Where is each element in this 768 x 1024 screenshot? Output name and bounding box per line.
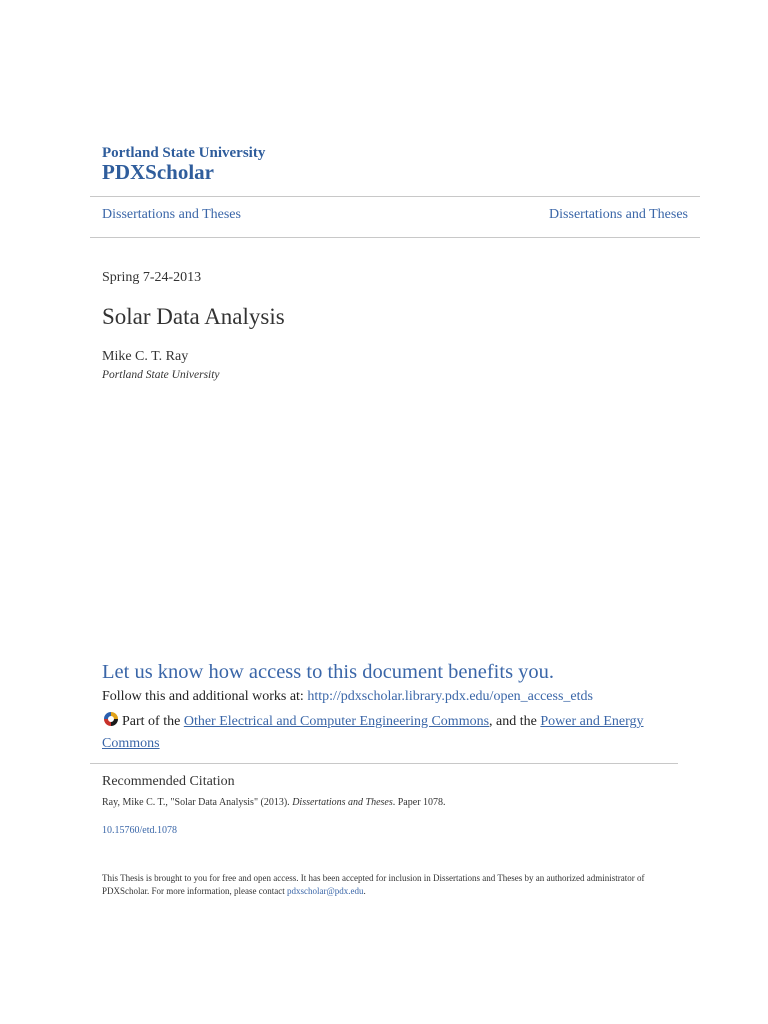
header-divider-top: [90, 196, 700, 197]
commons-link-electrical[interactable]: Other Electrical and Computer Engineering Commons: [183, 714, 490, 729]
citation-suffix: . Paper 1078.: [392, 797, 446, 808]
document-title: Solar Data Analysis: [102, 304, 285, 329]
commons-network-icon: [102, 710, 120, 734]
commons-separator: , and the: [489, 714, 541, 729]
contact-email-link[interactable]: pdxscholar@pdx.edu: [286, 886, 364, 896]
follow-url-link[interactable]: http://pdxscholar.library.pdx.edu/open_access_etds: [307, 689, 593, 704]
repository-name: PDXScholar: [102, 160, 214, 184]
header-divider-bottom: [90, 237, 700, 238]
benefits-link[interactable]: Let us know how access to this document benefits you.: [102, 661, 555, 683]
document-date: Spring 7-24-2013: [102, 270, 202, 285]
citation-journal: Dissertations and Theses: [292, 797, 393, 808]
university-name: Portland State University: [102, 145, 266, 161]
notice-end: .: [363, 886, 366, 896]
part-of-line: [102, 710, 672, 753]
notice-text: This Thesis is brought to you for free and open access. It has been accepted for inclusion in Dissertations and Theses by an authorized administrator of PDXScholar. For more information, please contact: [102, 873, 645, 896]
follow-line: [102, 689, 593, 705]
commons-link-power[interactable]: Power and Energy Commons: [102, 714, 644, 751]
part-of-prefix: Part of the: [122, 714, 184, 729]
access-notice: [102, 872, 682, 898]
collection-link-left[interactable]: Dissertations and Theses: [102, 207, 241, 222]
citation-divider: [90, 763, 678, 764]
collection-link-right[interactable]: Dissertations and Theses: [549, 207, 688, 222]
author-affiliation: Portland State University: [102, 369, 220, 381]
citation-text: [102, 797, 446, 808]
follow-prefix: Follow this and additional works at:: [102, 689, 308, 704]
citation-heading: Recommended Citation: [102, 774, 235, 789]
document-author: Mike C. T. Ray: [102, 349, 189, 364]
citation-prefix: Ray, Mike C. T., "Solar Data Analysis" (2013).: [102, 797, 293, 808]
doi-link[interactable]: 10.15760/etd.1078: [102, 825, 177, 836]
